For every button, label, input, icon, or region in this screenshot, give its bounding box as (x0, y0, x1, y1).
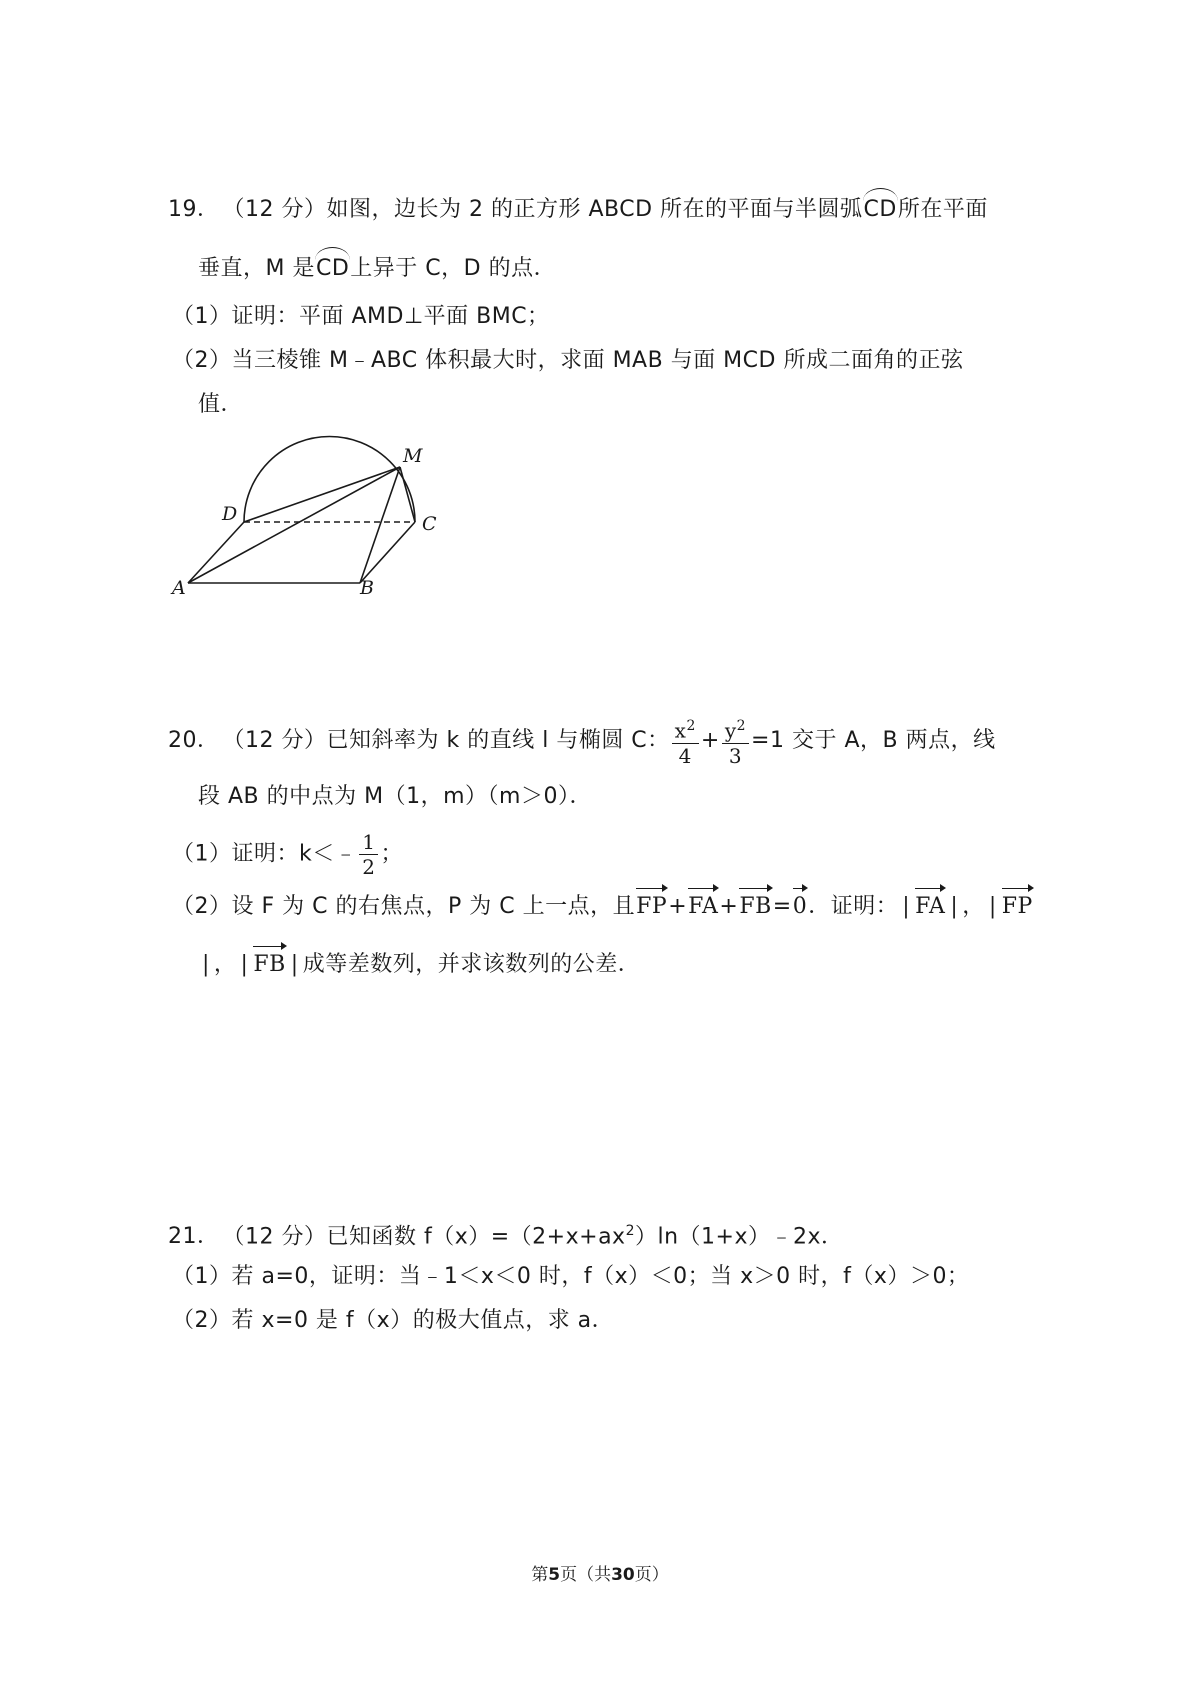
fraction-x2-4: $\frac{x^2}{4}$ (672, 714, 699, 768)
page-footer: 第5页（共30页） (531, 1565, 669, 1585)
vector-fa: FA (687, 892, 719, 922)
q20-part2-cont: | ， | FB | 成等差数列，并求该数列的公差． (198, 950, 640, 980)
q20-number: 20． (168, 727, 220, 753)
edge-bc (360, 522, 415, 583)
q20-line1: 20． （12 分）已知斜率为 k 的直线 l 与椭圆 C： $\frac{x^2}{4}$ + $\frac{y^2}{3}$ =1 交于 A，B 两点，线 (168, 714, 996, 768)
arc-cd: CD (863, 195, 898, 225)
q19-figure (160, 420, 460, 610)
vector-fb: FB (738, 892, 772, 922)
label-c: C (422, 513, 437, 535)
q20-line2: 段 AB 的中点为 M（1，m）（m＞0）． (198, 784, 592, 809)
q21-part2: （2）若 x=0 是 f（x）的极大值点，求 a． (172, 1308, 615, 1333)
vector-fp-abs: FP (1001, 892, 1034, 922)
edge-md (244, 467, 400, 522)
q19-line1: 19． （12 分）如图，边长为 2 的正方形 ABCD 所在的平面与半圆弧CD所在平面 (168, 195, 988, 225)
vector-fb-abs: FB (252, 950, 286, 980)
label-m: M (403, 445, 423, 467)
q21-number: 21． (168, 1224, 220, 1250)
q19-number: 19． (168, 197, 220, 222)
vector-fa-abs: FA (914, 892, 946, 922)
edge-mb (360, 467, 400, 583)
edge-mc (400, 467, 415, 522)
q19-line2: 垂直，M 是CD上异于 C，D 的点． (198, 254, 556, 284)
vector-zero: 0 (792, 892, 809, 922)
q19-part2-cont: 值． (198, 392, 244, 417)
q20-part2: （2）设 F 为 C 的右焦点，P 为 C 上一点，且FP+FA+FB=0．证明： | FA | ， | FP (172, 892, 1034, 922)
edge-ad (188, 522, 244, 583)
q19-part1: （1）证明：平面 AMD⊥平面 BMC； (172, 304, 550, 329)
fraction-y2-3: $\frac{y^2}{3}$ (722, 714, 749, 768)
label-b: B (360, 577, 374, 599)
q19-part2: （2）当三棱锥 M﹣ABC 体积最大时，求面 MAB 与面 MCD 所成二面角的正弦 (172, 348, 964, 373)
vector-fp: FP (635, 892, 668, 922)
fraction-one-half: $\frac{1}{2}$ (359, 830, 378, 879)
q21-line1: 21． （12 分）已知函数 $f(x)=(2+x+ax^2)\ln(1+x)﹣2x$． (168, 1223, 844, 1250)
arc-cd: CD (315, 254, 350, 284)
page-total: 30 (611, 1565, 635, 1585)
q20-part1: （1）证明：k＜﹣ $\frac{1}{2}$ ； (172, 830, 403, 879)
label-a: A (172, 577, 186, 599)
label-d: D (222, 503, 238, 525)
semicircle-arc (244, 437, 415, 523)
edge-ma (188, 467, 400, 583)
page-number: 5 (548, 1565, 561, 1585)
q21-part1: （1）若 a=0，证明：当﹣1＜x＜0 时，f（x）＜0；当 x＞0 时，f（x）＞0； (172, 1264, 970, 1289)
